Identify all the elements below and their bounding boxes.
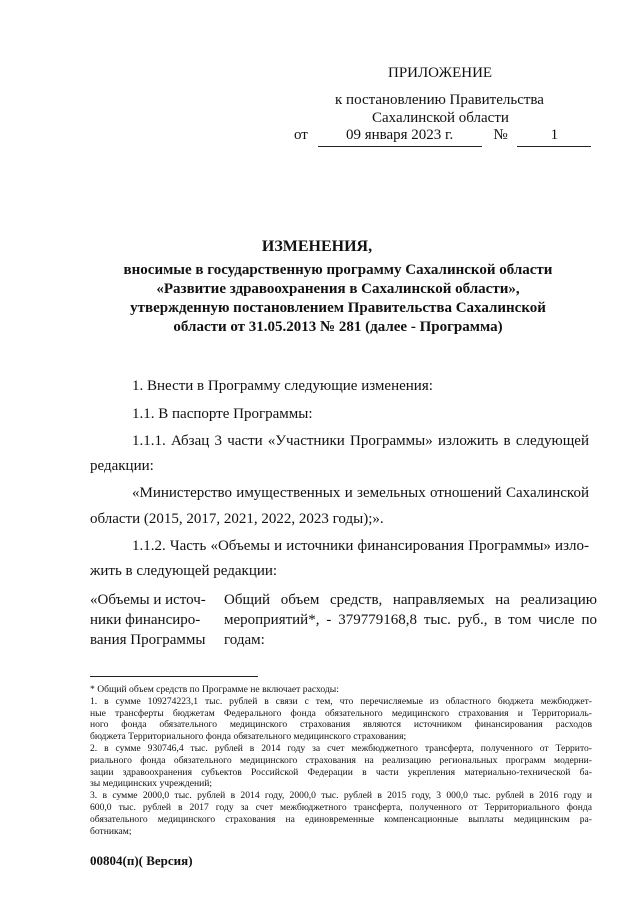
decree-number: 1 [517, 124, 591, 147]
title-line-4: области от 31.05.2013 № 281 (далее - Программа) [173, 319, 503, 335]
table-right-cell [224, 590, 597, 650]
footnote-separator [90, 676, 258, 677]
footnote-line: зы медицинских учреждений; [90, 778, 213, 790]
footnote-line: обязательного медицинского страхования на единовременные компенсационные выплаты медицинским ра- [90, 813, 592, 825]
paragraph-quote-line-1: «Министерство имущественных и земельных отношений Сахалинской [132, 485, 589, 501]
paragraph-1: 1. Внести в Программу следующие изменения: [132, 378, 433, 394]
from-label: от [294, 127, 308, 143]
table-left-line: «Объемы и источ- [90, 592, 206, 608]
footnote-line: 1. в сумме 109274223,1 тыс. рублей в связи с тем, что перечисляемые из областного бюджета межбюджет- [90, 695, 592, 707]
title-line-3: утвержденную постановлением Правительства Сахалинской [130, 300, 546, 316]
paragraph-1-1-2-line-2: жить в следующей редакции: [90, 563, 278, 579]
paragraph-1-1-1-line-2: редакции: [90, 458, 154, 474]
document-code: 00804(п)( Версия) [90, 853, 193, 868]
document-title: ИЗМЕНЕНИЯ, [261, 238, 373, 255]
paragraph-quote-line-2: области (2015, 2017, 2021, 2022, 2023 годы);». [90, 511, 384, 527]
decree-date: 09 января 2023 г. [318, 124, 482, 147]
table-left-line: вания Программы [90, 632, 206, 648]
footnote-line: 600,0 тыс. рублей в 2017 году за счет межбюджетного трансферта, полученного от Территориального фонда [90, 801, 592, 813]
footnote-line: зации здравоохранения субъектов Российской Федерации в части укрепления материально-технической ба- [90, 766, 592, 778]
table-right-line: мероприятий*, - 379779168,8 тыс. руб., в том числе по [224, 612, 597, 628]
appendix-heading: ПРИЛОЖЕНИЕ [388, 65, 493, 81]
title-line-1: вносимые в государственную программу Сахалинской области [123, 262, 553, 278]
footnotes [90, 684, 592, 837]
footnote-line: ботникам; [90, 825, 132, 837]
header-line-1: к постановлению Правительства [335, 92, 544, 108]
table-right-line: Общий объем средств, направляемых на реализацию [224, 592, 597, 608]
table-left-cell [90, 590, 206, 650]
paragraph-1-1-2-line-1: 1.1.2. Часть «Объемы и источники финансирования Программы» изло- [132, 538, 589, 554]
paragraph-1-1: 1.1. В паспорте Программы: [132, 406, 313, 422]
title-line-2: «Развитие здравоохранения в Сахалинской области», [156, 281, 520, 297]
footnote-intro: * Общий объем средств по Программе не включает расходы: [90, 684, 339, 695]
table-right-line: годам: [224, 632, 265, 648]
number-label: № [493, 127, 508, 143]
footnote-line: риального фонда обязательного медицинского страхования на реализацию региональных программ модерни- [90, 754, 592, 766]
paragraph-1-1-1-line-1: 1.1.1. Абзац 3 части «Участники Программы» изложить в следующей [132, 433, 589, 449]
footnote-line: ные трансферты бюджетам Федерального фонда обязательного медицинского страхования и Территориаль- [90, 707, 592, 719]
footnote-line: ного фонда обязательного медицинского страхования являются источником финансирования расходов [90, 719, 592, 731]
header-line-2: Сахалинской области [372, 110, 509, 126]
header-date-row [294, 124, 591, 147]
footnote-line: бюджета Территориального фонда обязательного медицинского страхования; [90, 731, 407, 743]
footnote-line: 2. в сумме 930746,4 тыс. рублей в 2014 году за счет межбюджетного трансферта, полученного от Террито- [90, 742, 592, 754]
table-left-line: ники финансиро- [90, 612, 201, 628]
footnote-line: 3. в сумме 2000,0 тыс. рублей в 2014 году, 2000,0 тыс. рублей в 2015 году, 3 000,0 тыс. рублей в 2016 году и [90, 790, 592, 802]
